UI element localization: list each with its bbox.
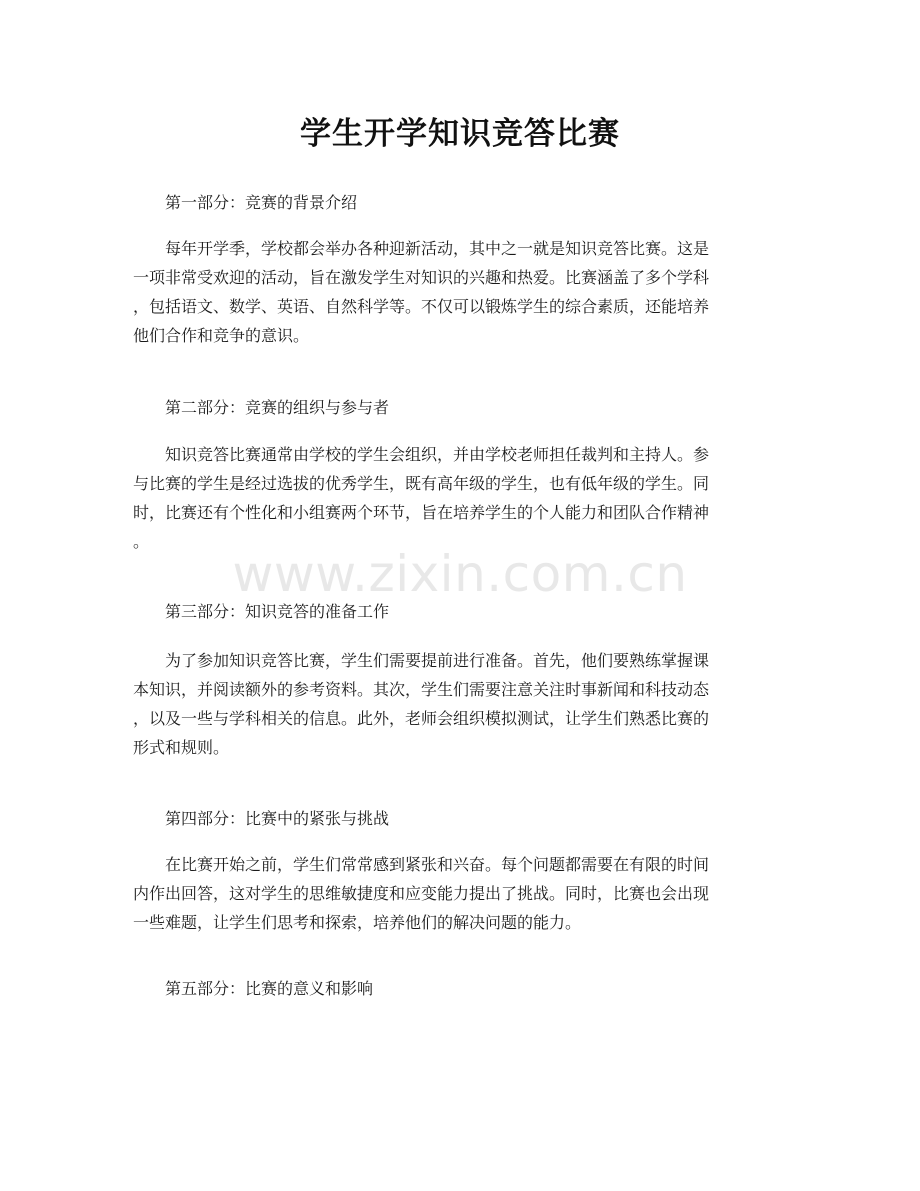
paragraph-line: 本知识，并阅读额外的参考资料。其次，学生们需要注意关注时事新闻和科技动态 bbox=[133, 680, 710, 699]
paragraph-line: 时，比赛还有个性化和小组赛两个环节，旨在培养学生的个人能力和团队合作精神 bbox=[133, 503, 710, 522]
watermark-text: www.zixin.com.cn bbox=[232, 545, 688, 603]
section-paragraph bbox=[133, 440, 793, 556]
paragraph-line: 知识竞答比赛通常由学校的学生会组织，并由学校老师担任裁判和主持人。参 bbox=[165, 445, 710, 464]
paragraph-line: 。 bbox=[133, 532, 150, 551]
paragraph-line: 每年开学季，学校都会举办各种迎新活动，其中之一就是知识竞答比赛。这是 bbox=[165, 239, 710, 258]
section-paragraph bbox=[133, 646, 793, 762]
section-heading: 第四部分：比赛中的紧张与挑战 bbox=[165, 809, 390, 828]
paragraph-line: 内作出回答，这对学生的思维敏捷度和应变能力提出了挑战。同时，比赛也会出现 bbox=[133, 884, 710, 903]
paragraph-line: 为了参加知识竞答比赛，学生们需要提前进行准备。首先，他们要熟练掌握课 bbox=[165, 651, 710, 670]
paragraph-line: 一项非常受欢迎的活动，旨在激发学生对知识的兴趣和热爱。比赛涵盖了多个学科 bbox=[133, 268, 710, 287]
section-heading: 第五部分：比赛的意义和影响 bbox=[165, 979, 374, 998]
paragraph-line: 在比赛开始之前，学生们常常感到紧张和兴奋。每个问题都需要在有限的时间 bbox=[165, 855, 710, 874]
paragraph-line: 与比赛的学生是经过选拔的优秀学生，既有高年级的学生，也有低年级的学生。同 bbox=[133, 474, 710, 493]
paragraph-line: ，以及一些与学科相关的信息。此外，老师会组织模拟测试，让学生们熟悉比赛的 bbox=[133, 709, 710, 728]
section-heading: 第三部分：知识竞答的准备工作 bbox=[165, 602, 390, 621]
paragraph-line: ，包括语文、数学、英语、自然科学等。不仅可以锻炼学生的综合素质，还能培养 bbox=[133, 297, 710, 316]
document-title: 学生开学知识竞答比赛 bbox=[300, 116, 620, 152]
section-paragraph bbox=[133, 850, 793, 937]
section-paragraph bbox=[133, 234, 793, 350]
paragraph-line: 形式和规则。 bbox=[133, 738, 230, 757]
paragraph-line: 他们合作和竞争的意识。 bbox=[133, 326, 310, 345]
section-heading: 第二部分：竞赛的组织与参与者 bbox=[165, 398, 390, 417]
paragraph-line: 一些难题，让学生们思考和探索，培养他们的解决问题的能力。 bbox=[133, 913, 582, 932]
section-heading: 第一部分：竞赛的背景介绍 bbox=[165, 193, 358, 212]
